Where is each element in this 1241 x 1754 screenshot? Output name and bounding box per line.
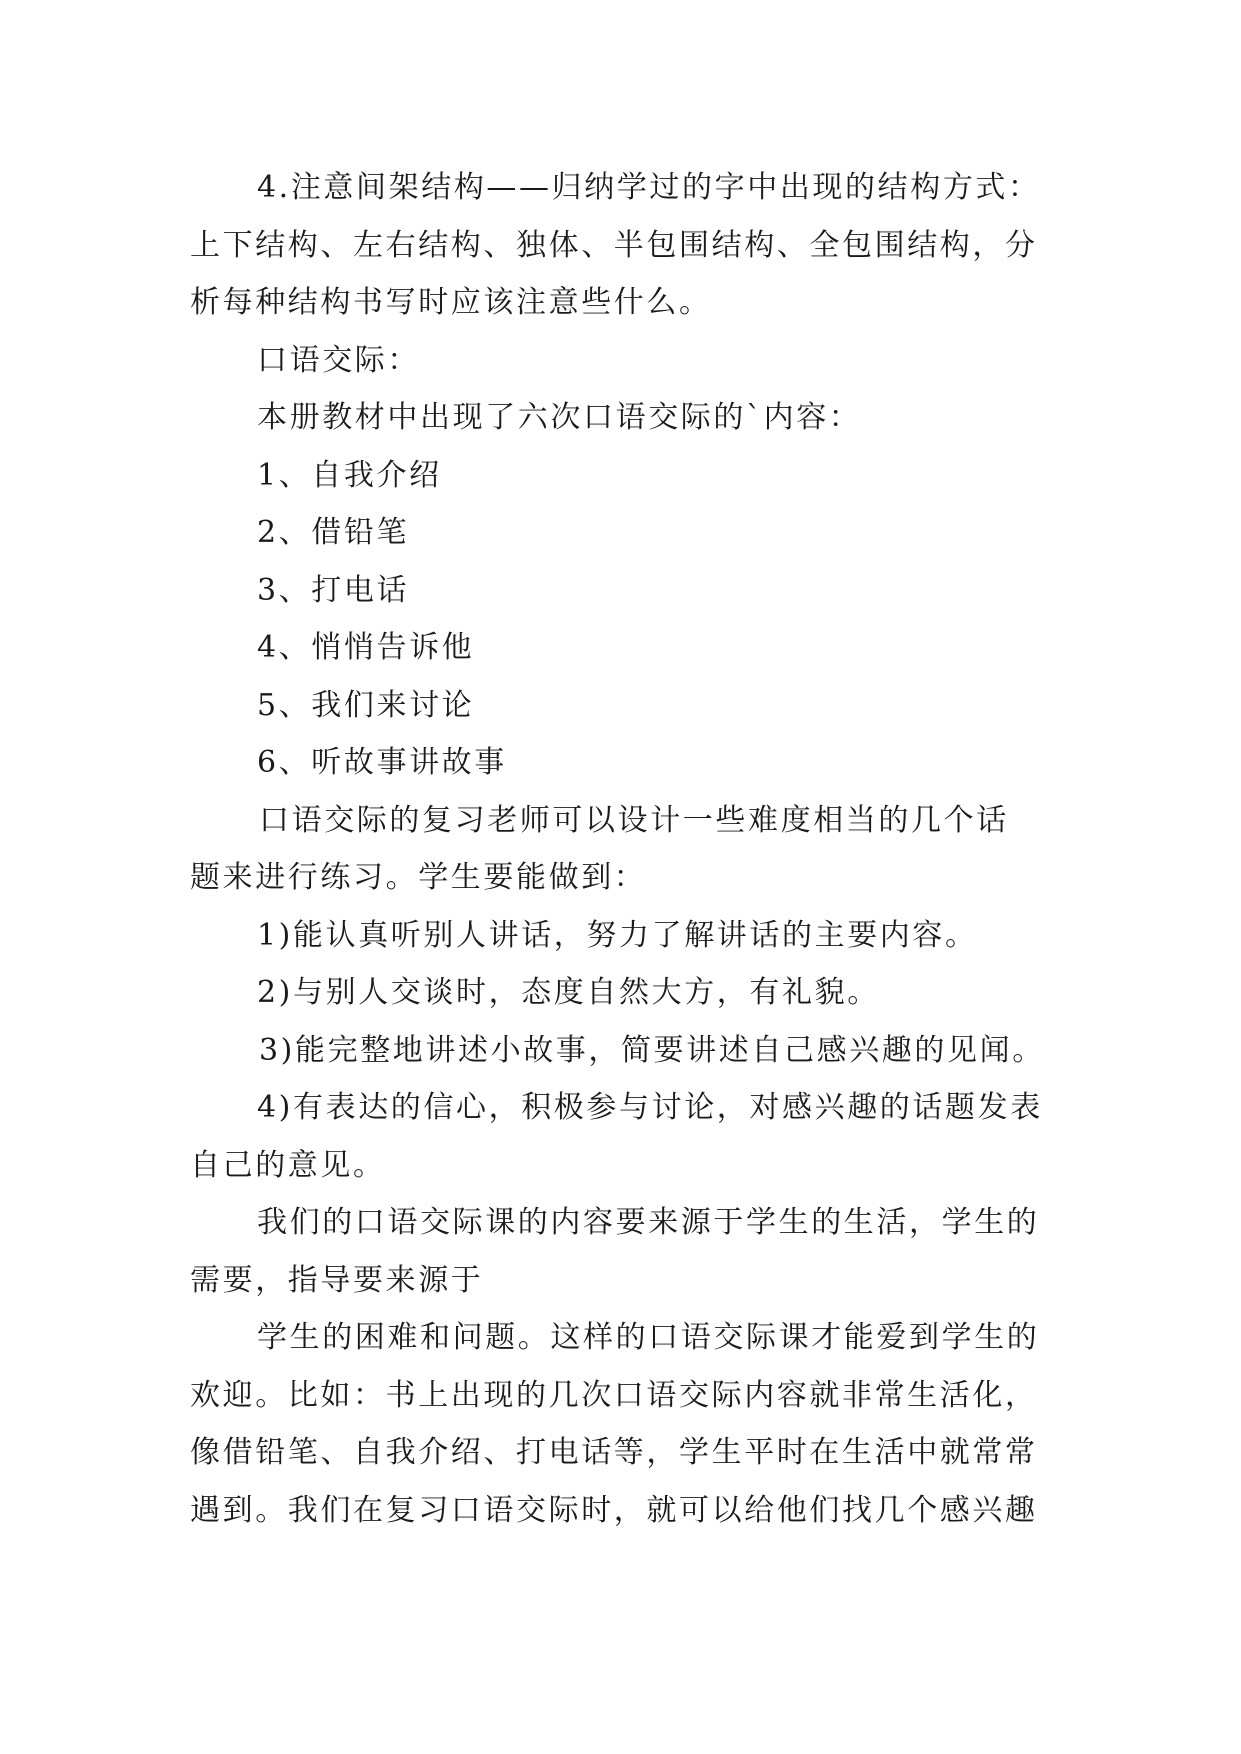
list-item: 1)能认真听别人讲话，努力了解讲话的主要内容。 <box>257 918 978 953</box>
text-line: 口语交际的复习老师可以设计一些难度相当的几个话 <box>259 803 1009 838</box>
text-line: 析每种结构书写时应该注意些什么。 <box>190 285 712 320</box>
list-item: 6、听故事讲故事 <box>257 745 507 780</box>
text-line: 欢迎。比如：书上出现的几次口语交际内容就非常生活化， <box>190 1378 1038 1413</box>
list-item: 3、打电话 <box>257 573 410 608</box>
text-line: 需要，指导要来源于 <box>190 1263 484 1298</box>
text-line: 我们的口语交际课的内容要来源于学生的生活，学生的 <box>257 1205 1040 1240</box>
text-line: 学生的困难和问题。这样的口语交际课才能爱到学生的 <box>257 1320 1040 1355</box>
text-line: 遇到。我们在复习口语交际时，就可以给他们找几个感兴趣 <box>190 1493 1038 1528</box>
list-item: 2、借铅笔 <box>257 515 410 550</box>
text-line: 4.注意间架结构——归纳学过的字中出现的结构方式： <box>257 170 1041 205</box>
text-line: 像借铅笔、自我介绍、打电话等，学生平时在生活中就常常 <box>190 1435 1038 1470</box>
text-line: 上下结构、左右结构、独体、半包围结构、全包围结构，分 <box>190 228 1038 263</box>
list-item: 3)能完整地讲述小故事，简要讲述自己感兴趣的见闻。 <box>259 1033 1045 1068</box>
list-item: 4)有表达的信心，积极参与讨论，对感兴趣的话题发表 <box>257 1090 1043 1125</box>
text-line: 自己的意见。 <box>190 1148 386 1183</box>
section-heading: 口语交际： <box>257 343 420 378</box>
text-line: 本册教材中出现了六次口语交际的`内容： <box>257 400 862 435</box>
list-item: 4、悄悄告诉他 <box>257 630 475 665</box>
text-line: 题来进行练习。学生要能做到： <box>190 860 647 895</box>
list-item: 2)与别人交谈时，态度自然大方，有礼貌。 <box>257 975 880 1010</box>
list-item: 5、我们来讨论 <box>257 688 475 723</box>
list-item: 1、自我介绍 <box>257 458 442 493</box>
